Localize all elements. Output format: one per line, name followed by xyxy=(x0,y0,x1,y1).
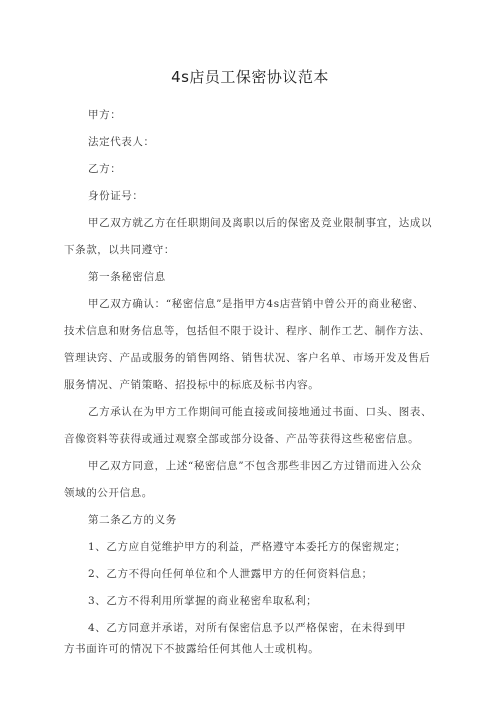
duty-text: 1、乙方应自觉维护甲方的利益，严格遵守本委托方的保密规定； xyxy=(88,541,407,553)
party-b-label: 乙方： xyxy=(88,163,122,175)
duty-item-3 xyxy=(64,588,468,615)
article1-heading xyxy=(64,264,468,291)
legal-rep-line xyxy=(64,129,468,156)
legal-rep-label: 法定代表人： xyxy=(88,136,155,148)
id-number-label: 身份证号： xyxy=(88,190,144,202)
intro-paragraph xyxy=(64,210,444,264)
article1-paragraph-2 xyxy=(64,399,444,453)
article1-paragraph-3 xyxy=(64,453,444,507)
duty-text: 2、乙方不得向任何单位和个人泄露甲方的任何资料信息； xyxy=(88,568,373,580)
duty-text: 4、乙方同意并承诺，对所有保密信息予以严格保密，在未得到甲 xyxy=(88,622,407,634)
id-number-line xyxy=(64,183,468,210)
intro-line: 甲乙双方就乙方在任职期间及离职以后的保密及竞业限制事宜，达成以 xyxy=(88,217,433,229)
party-a-line xyxy=(64,102,468,129)
article1-paragraph-1 xyxy=(64,291,444,399)
intro-line: 下条款，以共同遵守： xyxy=(64,244,175,256)
article1-p1-line: 甲乙双方确认：“秘密信息”是指甲方4s店营销中曾公开的商业秘密、 xyxy=(88,298,425,310)
article2-heading xyxy=(64,507,468,534)
duty-item-4 xyxy=(64,615,444,662)
article1-p1-line: 技术信息和财务信息等，包括但不限于设计、程序、制作工艺、制作方法、 xyxy=(64,325,431,337)
article1-title: 第一条秘密信息 xyxy=(88,271,166,283)
party-a-label: 甲方： xyxy=(88,109,122,121)
article1-p2-line: 乙方承认在为甲方工作期间可能直接或间接地通过书面、口头、图表、 xyxy=(88,406,433,418)
duty-item-2 xyxy=(64,561,468,588)
article1-p3-line: 领域的公开信息。 xyxy=(64,487,153,499)
duty-text: 方书面许可的情况下不披露给任何其他人士或机构。 xyxy=(64,643,320,655)
duty-text: 3、乙方不得利用所掌握的商业秘密牟取私利； xyxy=(88,595,318,607)
party-b-line xyxy=(64,156,468,183)
article2-title: 第二条乙方的义务 xyxy=(88,514,177,526)
document-title: 4s店员工保密协议范本 xyxy=(171,68,329,86)
article1-p3-line: 甲乙双方同意，上述“秘密信息”不包含那些非因乙方过错而进入公众 xyxy=(88,460,422,472)
article1-p1-line: 管理诀窍、产品或服务的销售网络、销售状况、客户名单、市场开发及售后 xyxy=(64,352,431,364)
duty-item-1 xyxy=(64,534,468,561)
article1-p1-line: 服务情况、产销策略、招投标中的标底及标书内容。 xyxy=(64,379,320,391)
article1-p2-line: 音像资料等获得或通过观察全部或部分设备、产品等获得这些秘密信息。 xyxy=(64,433,420,445)
